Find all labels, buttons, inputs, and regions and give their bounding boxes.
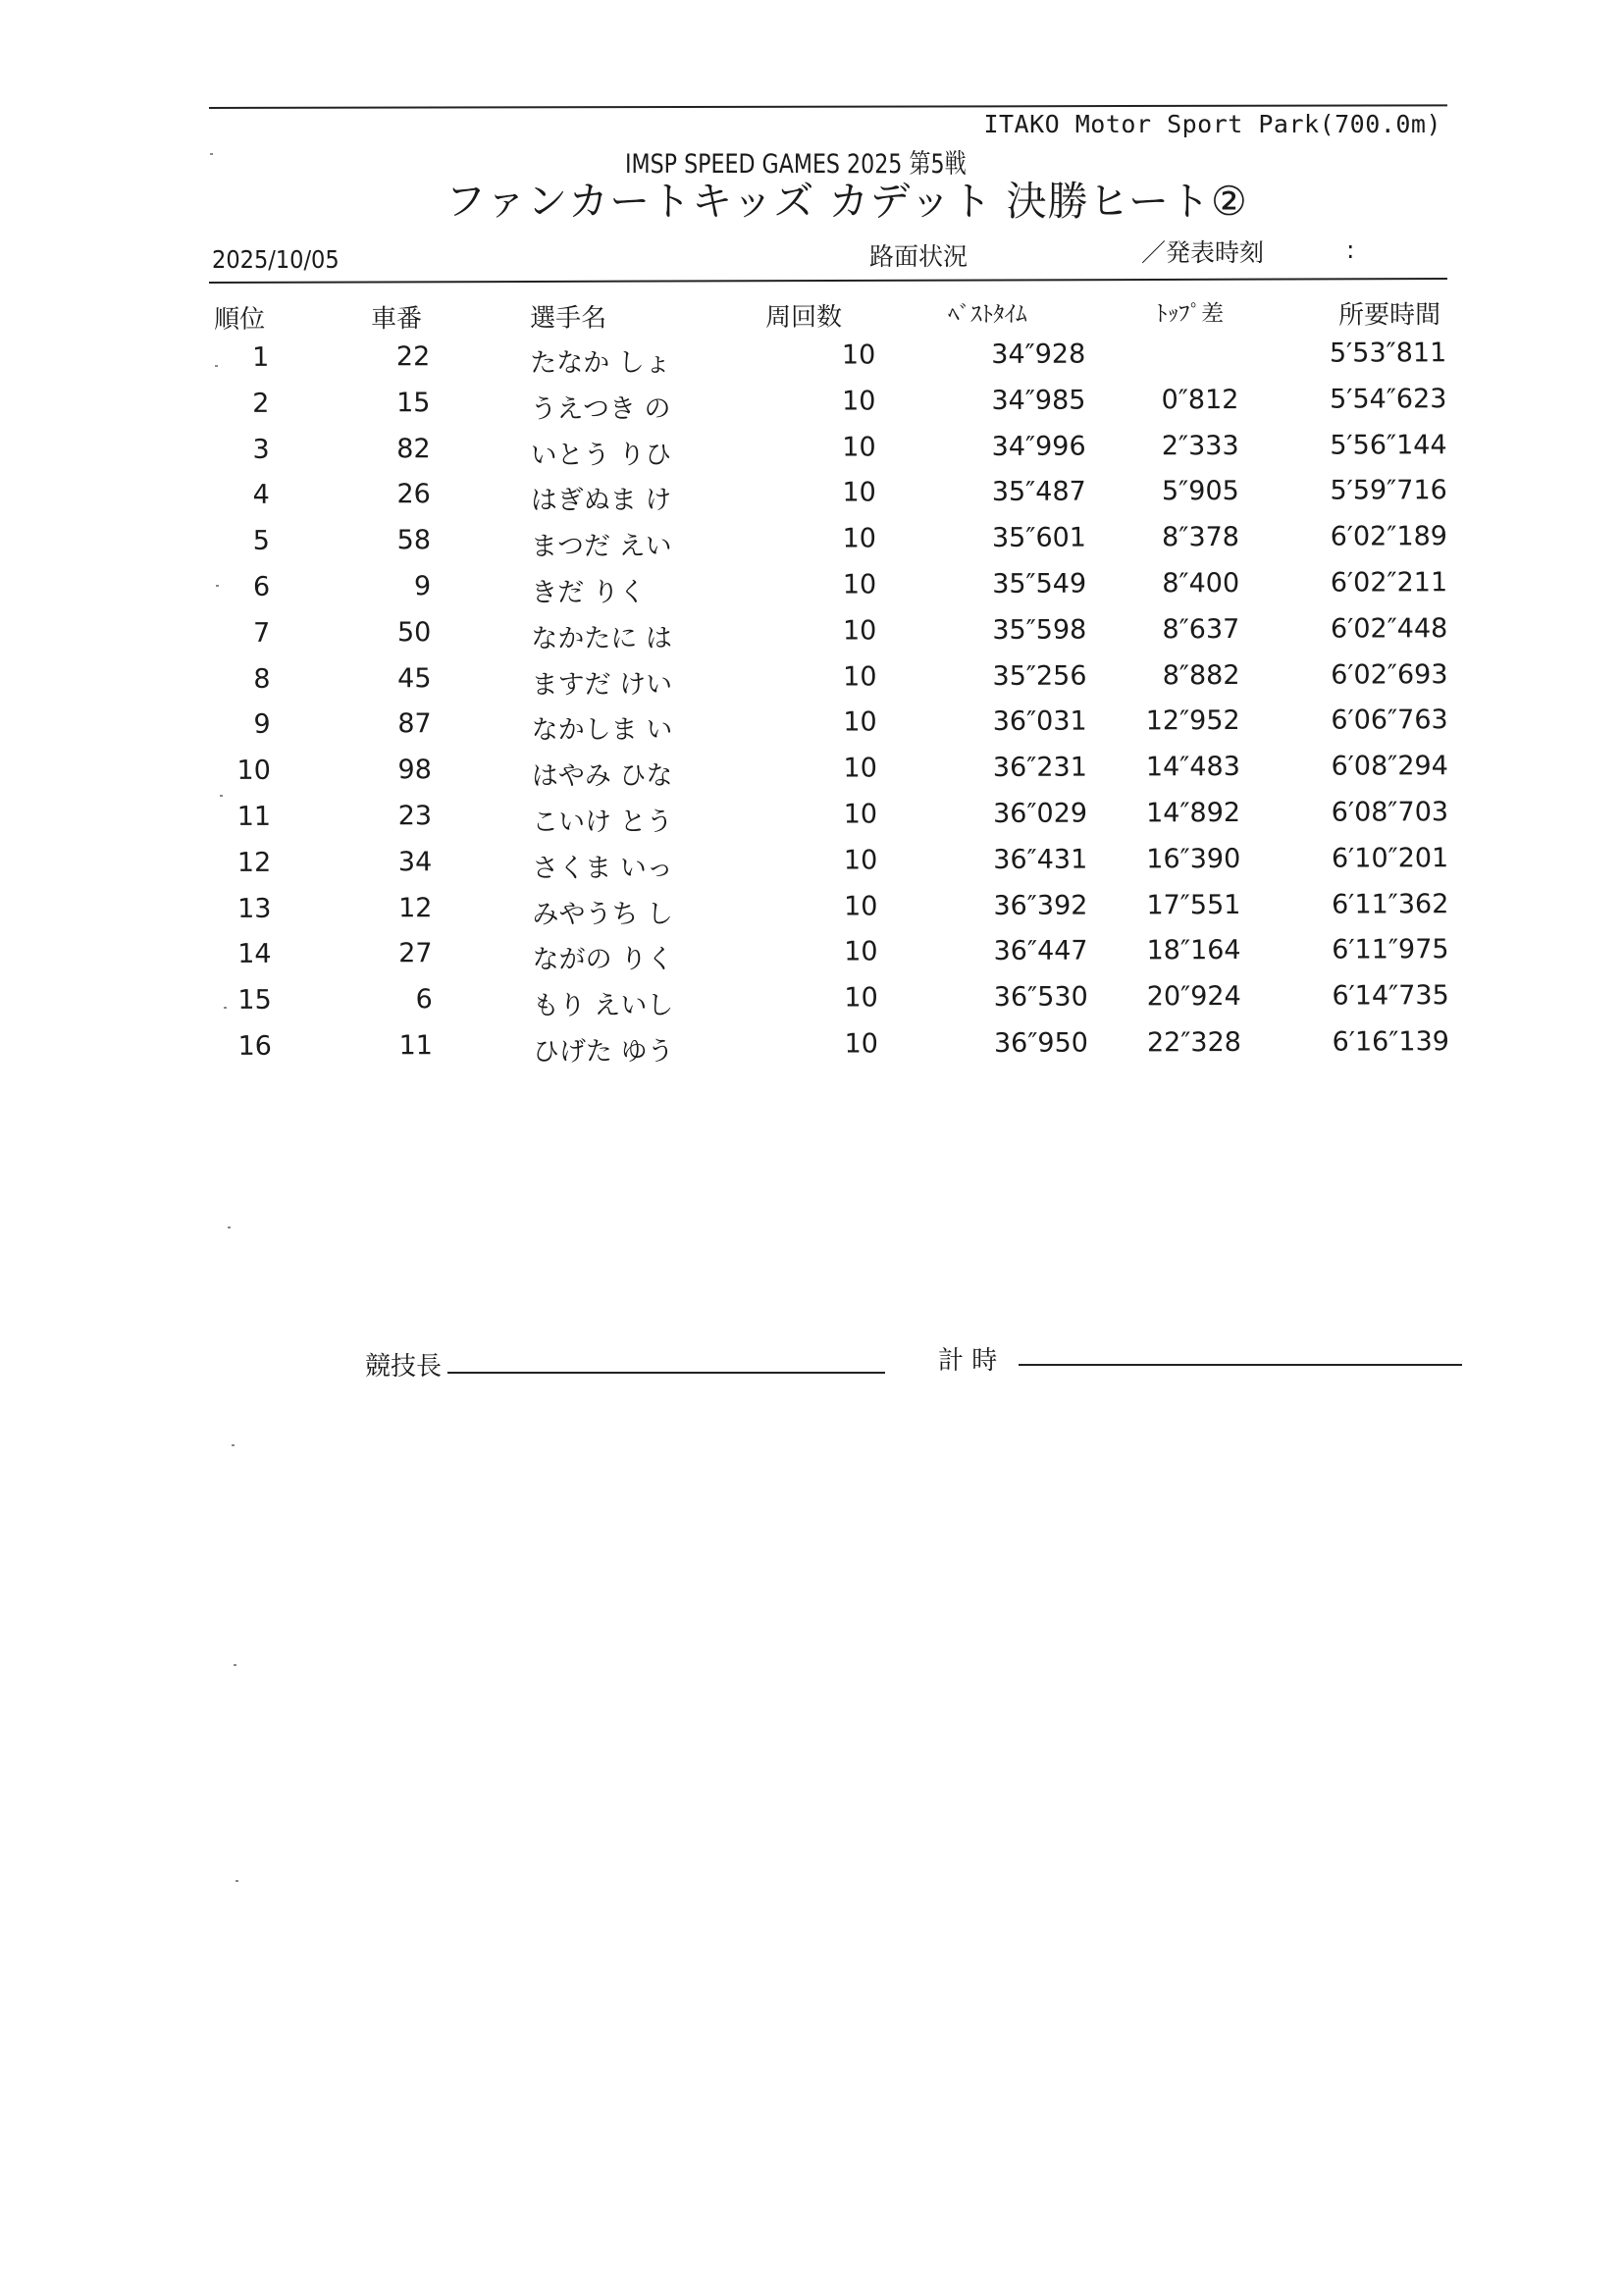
result-gap: 8″882	[1162, 659, 1240, 692]
timing-signature-line	[1019, 1364, 1462, 1366]
result-name: たなか しょ	[530, 347, 671, 379]
result-laps: 10	[842, 523, 877, 554]
result-laps: 10	[841, 339, 876, 371]
result-rank: 16	[237, 1030, 273, 1062]
result-car: 6	[415, 984, 433, 1016]
scan-speck	[224, 1007, 227, 1009]
scan-speck	[234, 1664, 236, 1666]
result-best: 34″985	[991, 385, 1086, 416]
result-laps: 10	[842, 615, 877, 647]
result-total: 6′16″139	[1332, 1026, 1449, 1058]
surface-label: 路面状況	[869, 242, 969, 271]
result-name: はやみ ひな	[531, 760, 673, 792]
result-car: 23	[397, 801, 433, 832]
result-total: 5′59″716	[1330, 475, 1447, 506]
scan-speck	[228, 1226, 231, 1228]
result-total: 6′02″693	[1331, 659, 1448, 691]
result-laps: 10	[842, 386, 876, 417]
result-gap: 22″328	[1146, 1026, 1241, 1059]
scan-speck	[210, 153, 213, 155]
result-car: 27	[398, 938, 433, 969]
result-gap: 18″164	[1146, 934, 1241, 966]
result-best: 35″549	[992, 568, 1087, 600]
result-car: 82	[396, 434, 431, 465]
result-total: 5′56″144	[1330, 430, 1447, 461]
result-name: きだ りく	[531, 577, 646, 608]
result-best: 35″598	[992, 614, 1087, 646]
result-best: 36″530	[993, 981, 1088, 1013]
scan-speck	[232, 1444, 235, 1446]
result-rank: 12	[236, 847, 272, 878]
result-laps: 10	[842, 569, 877, 600]
result-laps: 10	[843, 845, 878, 876]
race-date: 2025/10/05	[212, 245, 340, 274]
result-name: こいけ とう	[532, 807, 673, 838]
result-name: はぎぬま け	[530, 485, 672, 516]
result-rank: 10	[236, 755, 271, 786]
result-rank: 15	[237, 984, 272, 1016]
result-laps: 10	[843, 661, 877, 693]
result-name: いとう りひ	[530, 440, 672, 471]
result-best: 36″031	[992, 705, 1087, 737]
scan-speck	[216, 585, 219, 587]
result-car: 12	[397, 893, 433, 924]
result-gap: 8″378	[1162, 521, 1240, 553]
event-title: IMSP SPEED GAMES 2025 第5戦	[625, 149, 967, 180]
result-car: 15	[396, 388, 431, 419]
result-car: 50	[396, 617, 432, 649]
scan-speck	[220, 795, 223, 797]
result-best: 34″928	[991, 339, 1086, 370]
result-laps: 10	[843, 706, 877, 738]
timing-label: 計 時	[938, 1346, 998, 1376]
scan-speck	[236, 1880, 238, 1882]
heat-title: ファンカートキッズ カデット 決勝ヒート②	[445, 178, 1248, 225]
result-best: 35″601	[991, 522, 1087, 553]
result-rank: 5	[252, 525, 271, 556]
result-total: 5′53″811	[1329, 338, 1447, 369]
result-rank: 9	[253, 708, 271, 740]
result-name: さくま いっ	[532, 853, 673, 884]
result-name: なかたに は	[531, 623, 673, 654]
result-laps: 10	[844, 936, 878, 967]
result-rank: 13	[236, 893, 272, 924]
result-gap: 20″924	[1146, 980, 1241, 1013]
result-gap: 17″551	[1146, 889, 1241, 921]
result-total: 6′11″362	[1332, 889, 1449, 920]
result-total: 6′06″763	[1331, 704, 1448, 736]
result-laps: 10	[843, 891, 878, 922]
announce-time-label: ／発表時刻	[1141, 238, 1265, 267]
result-gap: 5″905	[1161, 475, 1239, 507]
result-laps: 10	[843, 753, 877, 784]
result-name: なかしま い	[531, 714, 673, 746]
result-car: 45	[397, 663, 432, 695]
col-header-gap: ﾄｯﾌﾟ差	[1156, 301, 1225, 328]
result-car: 98	[397, 755, 432, 786]
result-best: 35″256	[992, 660, 1087, 692]
result-best: 36″950	[993, 1027, 1088, 1059]
results-table	[0, 0, 1623, 1080]
result-rank: 11	[236, 801, 272, 832]
col-header-name: 選手名	[530, 303, 607, 334]
result-name: もり えいし	[532, 990, 674, 1021]
result-gap: 8″637	[1162, 613, 1240, 646]
result-total: 6′02″211	[1330, 567, 1448, 599]
result-total: 5′54″623	[1330, 384, 1447, 415]
result-rank: 6	[252, 571, 271, 602]
result-rank: 4	[252, 479, 270, 510]
announce-time-value: :	[1346, 235, 1355, 264]
scan-speck	[215, 365, 218, 367]
result-car: 34	[397, 847, 433, 878]
result-gap: 12″952	[1145, 704, 1240, 737]
result-total: 6′08″703	[1331, 797, 1449, 828]
result-name: みやうち し	[532, 899, 674, 930]
result-laps: 10	[844, 1028, 878, 1060]
result-best: 36″392	[993, 890, 1088, 921]
result-car: 58	[396, 525, 432, 556]
result-best: 36″029	[992, 798, 1088, 829]
col-header-best: ﾍﾞｽﾄﾀｲﾑ	[948, 301, 1027, 329]
venue-label: ITAKO Motor Sport Park(700.0m)	[983, 110, 1441, 138]
result-name: まつだ えい	[530, 531, 672, 562]
result-car: 11	[398, 1030, 434, 1062]
result-name: うえつき の	[530, 393, 671, 425]
result-gap: 0″812	[1161, 384, 1239, 416]
result-total: 6′14″735	[1332, 980, 1449, 1012]
result-gap: 16″390	[1146, 843, 1241, 875]
col-header-laps: 周回数	[765, 302, 843, 333]
result-rank: 8	[253, 663, 271, 695]
steward-label: 競技長	[365, 1352, 443, 1382]
result-gap: 14″483	[1145, 751, 1240, 783]
result-name: ながの りく	[532, 944, 674, 975]
result-laps: 10	[843, 799, 878, 830]
result-best: 36″431	[993, 844, 1088, 875]
result-best: 34″996	[991, 431, 1086, 462]
result-total: 6′08″294	[1331, 751, 1448, 782]
result-total: 6′11″975	[1332, 934, 1449, 965]
col-header-rank: 順位	[214, 304, 266, 336]
result-best: 35″487	[991, 476, 1086, 507]
result-car: 87	[397, 708, 432, 740]
result-laps: 10	[844, 982, 878, 1014]
result-gap: 8″400	[1162, 567, 1240, 600]
result-name: ますだ けい	[531, 669, 673, 701]
col-header-total: 所要時間	[1338, 300, 1441, 331]
result-total: 6′02″448	[1330, 613, 1448, 645]
steward-signature-line	[447, 1372, 885, 1374]
result-car: 26	[396, 479, 431, 510]
result-rank: 1	[252, 341, 270, 373]
result-rank: 7	[253, 617, 271, 649]
col-header-car: 車番	[371, 304, 423, 335]
result-best: 36″447	[993, 935, 1088, 966]
result-name: ひげた ゆう	[532, 1036, 674, 1068]
result-best: 36″231	[992, 752, 1087, 783]
result-rank: 3	[252, 434, 270, 465]
result-laps: 10	[842, 477, 876, 508]
result-rank: 2	[252, 388, 270, 419]
result-rank: 14	[237, 938, 272, 969]
result-gap: 14″892	[1145, 797, 1241, 829]
result-total: 6′10″201	[1331, 843, 1449, 874]
result-car: 9	[413, 571, 432, 602]
result-gap: 2″333	[1161, 430, 1239, 462]
result-total: 6′02″189	[1330, 521, 1448, 552]
result-car: 22	[395, 341, 431, 373]
result-laps: 10	[842, 432, 876, 463]
